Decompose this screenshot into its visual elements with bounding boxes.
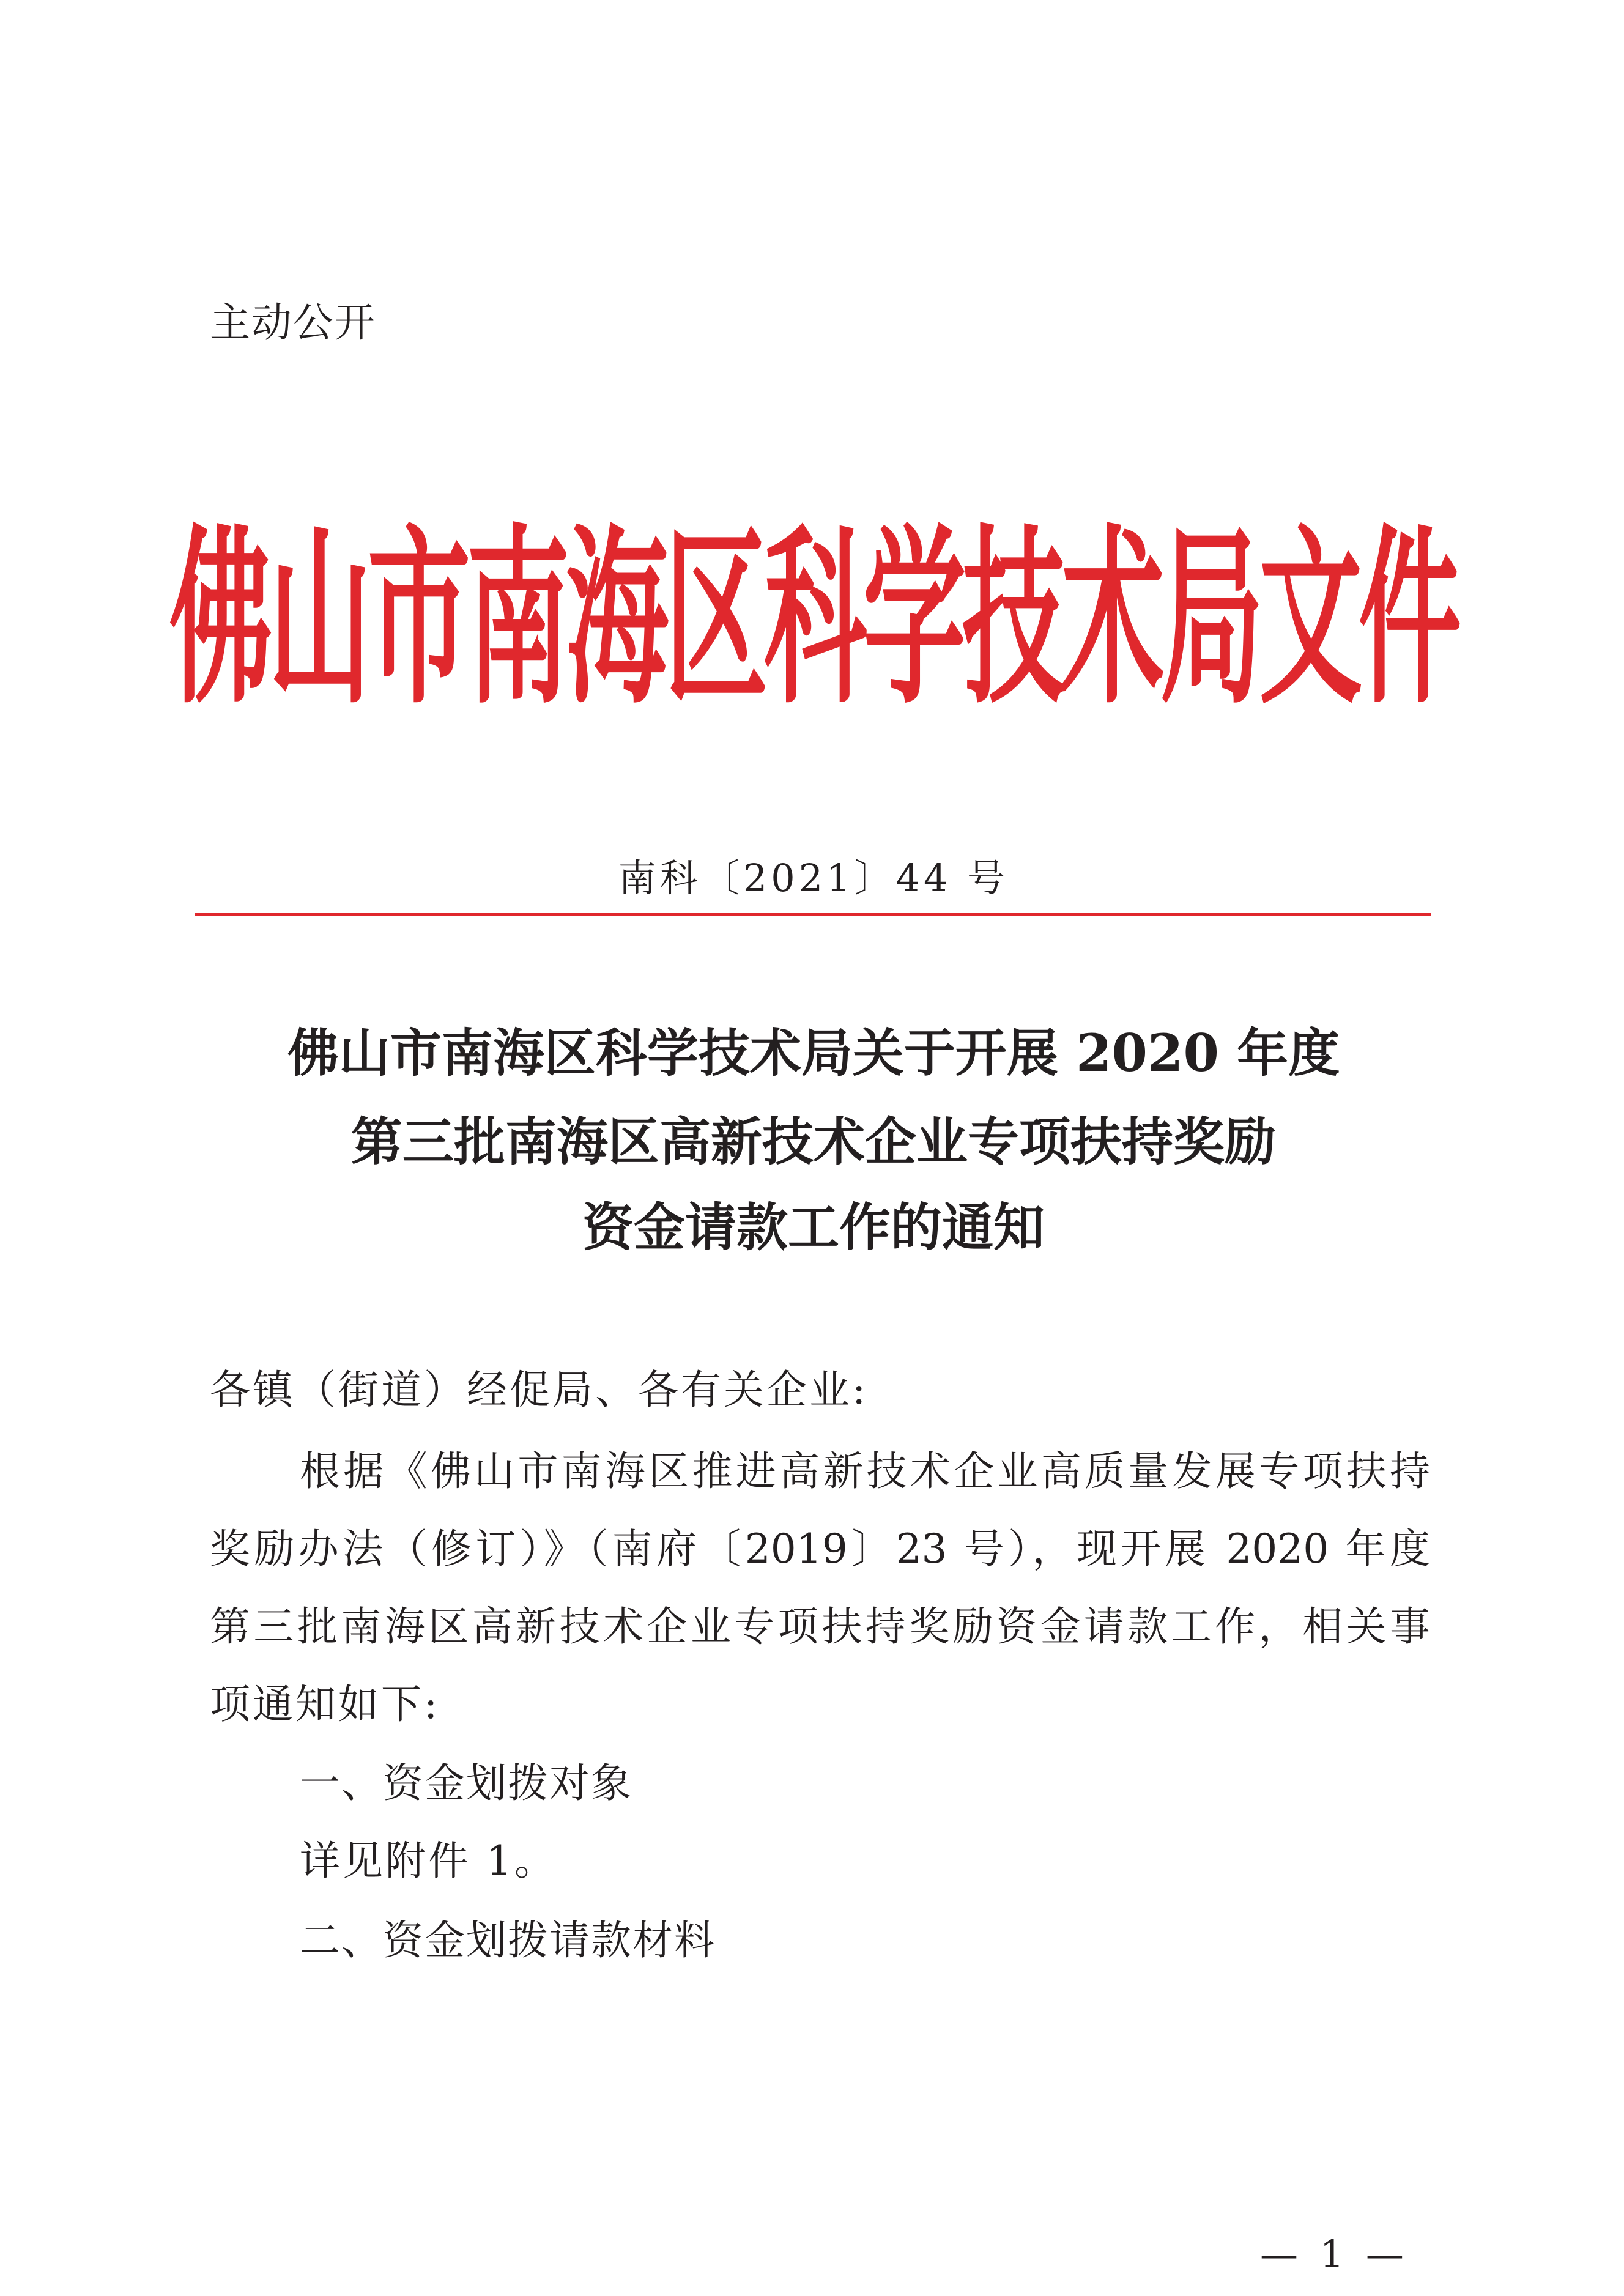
document-number: 南科〔2021〕44 号 [618, 856, 1009, 900]
paragraph-line-2: 奖励办法（修订）》（南府〔2019〕23 号），现开展 2020 年度 [210, 1525, 1430, 1572]
page-number: — 1 — [1260, 2232, 1409, 2276]
section-1-heading: 一、资金划拨对象 [300, 1760, 632, 1807]
title-line-1: 佛山市南海区科学技术局关于开展 2020 年度 [287, 1023, 1340, 1083]
paragraph-line-4: 项通知如下: [210, 1681, 440, 1728]
section-2-heading: 二、资金划拨请款材料 [300, 1917, 716, 1964]
issuer-header-text: 佛山市南海区科学技术局文件 [169, 505, 1458, 730]
section-1-text: 详见附件 1。 [300, 1837, 557, 1884]
issuer-header [169, 505, 1458, 730]
red-divider [195, 913, 1431, 916]
disclosure-label: 主动公开 [210, 299, 376, 346]
title-line-3: 资金请款工作的通知 [582, 1197, 1045, 1257]
paragraph-line-3: 第三批南海区高新技术企业专项扶持奖励资金请款工作，相关事 [210, 1603, 1430, 1650]
salutation: 各镇（街道）经促局、各有关企业: [210, 1366, 869, 1413]
paragraph-line-1: 根据《佛山市南海区推进高新技术企业高质量发展专项扶持 [300, 1448, 1430, 1495]
title-line-2: 第三批南海区高新技术企业专项扶持奖励 [350, 1111, 1276, 1172]
